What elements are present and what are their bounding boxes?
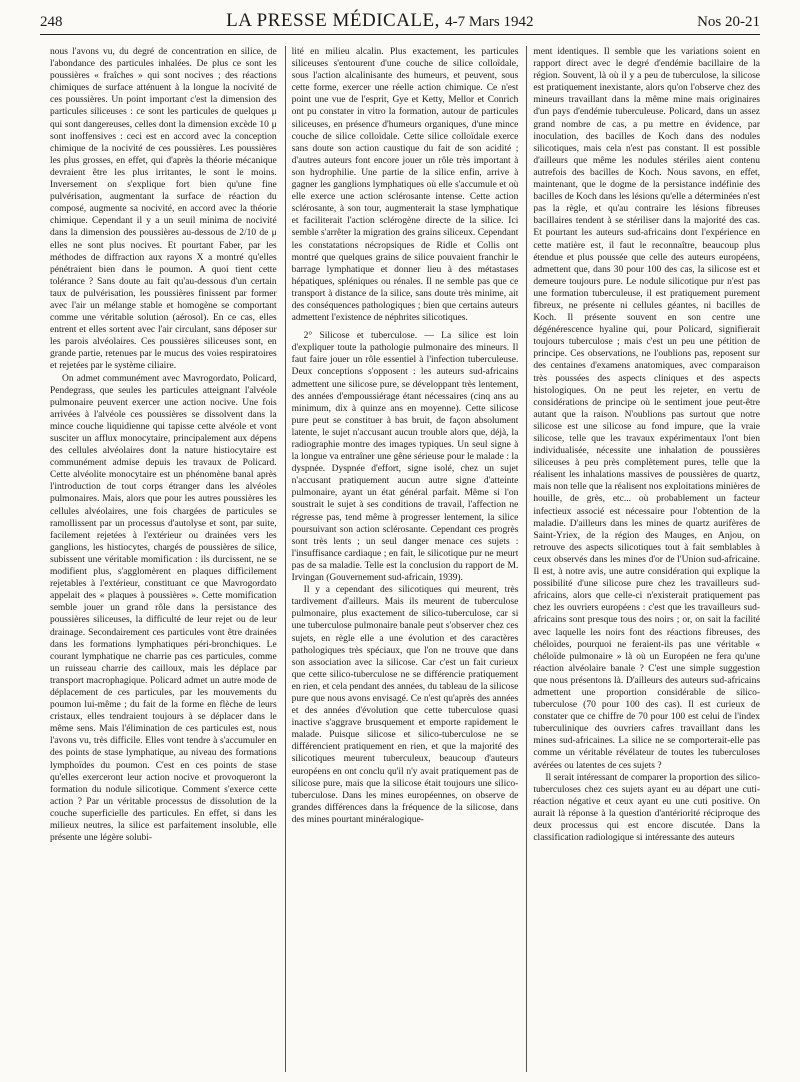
paragraph: ment identiques. Il semble que les variations soient en rapport direct avec le degré d'endémie bacillaire de la région. Souvent, là où il y a peu de tuberculose, la silicose est pratiquement inexistante, alors qu'on l'observe chez des mineurs travaillant dans la même mine mais originaires d'un pays d'endémie tuberculeuse. Policard, dans un assez grand nombre de cas, a pu mettre en évidence, par inoculation, des bacilles de Koch dans des nodules silicotiques, mais cela n'est pas constant. Il est possible d'ailleurs que même les nodules stériles aient contenu autrefois des bacilles de Koch. Nous savons, en effet, maintenant, que le dogme de la persistance indéfinie des bacilles de Koch dans les lésions qu'elle a déterminées n'est pas la règle, et qu'au contraire les lésions fibreuses bacillaires tendent à se stériliser dans la majorité des cas. Et pourtant les auteurs sud-africains dont l'expérience en cette matière est, il faut le reconnaître, beaucoup plus étendue et plus poussée que celle des auteurs européens, admettent que, dans 30 pour 100 des cas, la silicose est et demeure toujours pure. Le nodule silicotique pur n'est pas une formation tuberculeuse, il est pratiquement purement fibreux, ne présente ni cellules géantes, ni bacilles de Koch. Il présente souvent en son centre une dégénérescence hyaline qui, pour Policard, signifierait toujours tuberculose ; mais c'est un peu une pétition de principe. Ces observations, ne l'oublions pas, reposent sur des centaines d'examens anatomiques, avec comparaison très poussées des aspects cliniques et des aspects histologiques. On ne peut les rejeter, en vertu de considérations de principe où le sentiment joue peut-être autant que la raison. N'oublions pas surtout que notre silicose est une silicose au fond impure, que la vraie silicose, telle que les travaux expérimentaux l'ont bien individualisée, nécessite une inhalation de poussières siliceuses à peu près complètement pures, telle que la réalisent les inhalations massives de poussières de quartz, mais non telle que la réalisent nos exploitations minières de houille, de grès, etc... où probablement un facteur infectieux associé est nécessaire pour l'obtention de la maladie. D'ailleurs dans les mines de quartz aurifères de Saint-Yriex, de la région des Mauges, en Anjou, on retrouve des aspects silicotiques tout à fait semblables à ceux observés dans les mines d'or de l'Union sud-africaine. Il est, à notre avis, une autre considération qui explique la possibilité d'une silicose pure chez les travailleurs sud-africains, alors que celle-ci n'existerait pratiquement pas chez les ouvriers européens : c'est que les travailleurs sud-africains sont presque tous des noirs ; or, on sait la facilité avec laquelle les noirs font des réactions fibreuses, des chéloïdes, pourquoi ne feraient-ils pas une véritable « chéloïde pulmonaire » là où un Européen ne fera qu'une réaction alvéolaire banale ? C'est une simple suggestion que nous présentons là. D'ailleurs des auteurs sud-africains admettent une proportion considérable de silico-tuberculose (70 pour 100 des cas). Il est curieux de constater que ce chiffre de 70 pour 100 est celui de l'index tuberculinique des ouvriers cafres travaillant dans les mines sud-africaines. La silice ne se comporterait-elle pas comme un véritable révélateur de toutes les tuberculoses avérées ou latentes de ces sujets ? — [533, 47, 761, 771]
paragraph: On admet communément avec Mavrogordato, Policard, Pendegrass, que seules les particules atteignant l'alvéole pulmonaire peuvent exercer une action nocive. Une fois arrivées à l'alvéole ces poussières se dissolvent dans la mince couche liquidienne qui tapisse cette alvéole et vont susciter un afflux monocytaire, principalement aux dépens des cellules alvéolaires dont la nature histiocytaire est communément admise depuis les travaux de Policard. Cette alvéolite monocytaire est un phénomène banal après l'introduction de tout corps étranger dans les alvéoles pulmonaires. Mais, alors que pour les autres poussières les cellules alvéolaires, une fois chargées de particules se ramollissent par un processus d'autolyse et sont, par suite, facilement rejetées à l'extérieur ou drainées vers les ganglions, les histiocytes, chargés de poussières de silice, subissent une véritable momification : ils durcissent, ne se modifient plus, s'agglomèrent en plaques difficilement rejetables à l'extérieur, constituant ce que Mavrogordato appelait des « plaques à poussières ». Cette momification semble jouer un grand rôle dans la persistance des poussières siliceuses, la difficulté de leur rejet ou de leur drainage. Secondairement ces particules vont être drainées dans les formations lymphatiques péri-bronchiques. Le courant lymphatique ne charrie pas ces particules, comme un ruisseau charrie des cailloux, mais les déplace par transport macrophagique. Policard admet un autre mode de déplacement de ces particules, par les mouvements du poumon lui-même ; du fait de la forme en flèche de leurs cristaux, elles tendraient toujours à se déplacer dans le même sens. Mais l'élimination de ces particules est, nous l'avons vu, très difficile. Elles vont tendre à s'accumuler en des points de stase lymphatique, au niveau des formations lymphoïdes du poumon. C'est en ces points de stase qu'elles exerceront leur action nocive et provoqueront la formation du nodule silicotique. Comment s'exerce cette action ? Par un véritable processus de dissolution de la couche superficielle des particules. En effet, si dans les milieux neutres, la silice est parfaitement insoluble, elle présente une légère solubi- — [50, 373, 277, 844]
paragraph: nous l'avons vu, du degré de concentration en silice, de l'abondance des particules inhalées. De plus ce sont les poussières « fraîches » qui sont nocives ; des réactions chimiques de surface atténuent à la longue la nocivité de ces poussières. Un point important c'est la dimension des particules siliceuses : ce sont les particules de quelques μ qui sont dangereuses, celles dont la dimension excède 10 μ sont inoffensives : ceci est en accord avec la conception chimique de la nocivité de ces poussières. Les poussières les plus grosses, en effet, qui d'après la théorie mécanique devraient être les plus irritantes, le sont le moins. Inversement on s'explique fort bien qu'une fine pulvérisation, augmentant la surface de réaction du composé, augmente sa nocivité, en accord avec la théorie chimique. Cependant il y a un seuil minima de nocivité dans la dimension des poussières au-dessous de 2/10 de μ elles ne sont plus nocives. Et pourtant Faber, par les méthodes de diffraction aux rayons X a montré qu'elles pénétraient bien dans le poumon. A quoi tient cette tolérance ? Sans doute au fait qu'au-dessous d'un certain taux de pulvérisation, les poussières finissent par former avec l'air un mélange stable et homogène se comportant comme une véritable solution (aérosol). En ce cas, elles entrent et elles sortent avec l'air circulant, sans déposer sur les parois alvéolaires. Ces poussières siliceuses sont, en grande partie, retenues par le mucus des voies respiratoires et rejetées par le système ciliaire. — [50, 47, 277, 372]
journal-title — [226, 10, 533, 32]
paragraph: lité en milieu alcalin. Plus exactement, les particules siliceuses s'entourent d'une couche de silice colloïdale, sous l'action alcalinisante des humeurs, et peuvent, sous cette forme, exercer une réelle action chimique. Ce n'est point une vue de l'esprit, Gye et Ketty, Mellor et Conrich ont pu constater in vitro la formation, autour de particules siliceuses, en présence d'humeurs organiques, d'une mince couche de silice colloïdale. Cette silice colloïdale exerce sans doute son action caustique du fait de son acidité ; d'autres auteurs font encore jouer un rôle très important à son hydrophilie. Une partie de la silice enfin, arrive à gagner les ganglions lymphatiques où elle s'accumule et où elle exerce une action sclérosante intense. Cette action sclérosante, à son tour, augmenterait la stase lymphatique et faciliterait l'action sclérogène directe de la silice. Ici semble s'arrêter la migration des grains siliceux. Cependant les constatations nécropsiques de Ridle et Collis ont montré que quelques grains de silice pouvaient franchir le barrage lymphatique et donner lieu à des métastases hépatiques, spléniques ou rénales. Il ne semble pas que ce transport à distance de la silice, sans doute très minime, ait des conséquences pathologiques ; bien que certains auteurs admettent l'existence de néphrites silicotiques. — [291, 47, 519, 324]
paragraph: Il serait intéressant de comparer la proportion des silico-tuberculoses chez ces sujets ayant eu au départ une cuti-réaction négative et ceux ayant eu une cuti positive. On aurait là réponse à la question d'antériorité réciproque des deux processus qui est encore discutée. Dans la classification radiologique si intéressante des auteurs — [533, 772, 761, 844]
issue-date: 4-7 Mars 1942 — [445, 14, 534, 30]
journal-name: LA PRESSE MÉDICALE, — [226, 10, 440, 31]
text-columns — [50, 46, 760, 1072]
page-number: 248 — [40, 14, 63, 30]
issue-number: Nos 20-21 — [697, 14, 760, 30]
paragraph: Il y a cependant des silicotiques qui meurent, très tardivement d'ailleurs. Mais ils meurent de tuberculose pulmonaire, plus exactement de silico-tuberculose, car si une tuberculose pulmonaire banale peut s'observer chez ces sujets, en règle elle a une évolution et des caractères pathologiques très spéciaux, que l'on ne trouve que dans son association avec la silicose. Car c'est un fait curieux que cette silico-tuberculose ne se différencie pratiquement en rien, et cela pendant des années, du tableau de la silicose pure que nous avons envisagé. Ce n'est qu'après des années et des années d'évolution que cette tuberculose quasi inactive s'aggrave brusquement et emporte rapidement le malade. Puisque silicose et silico-tuberculose ne se différencient pratiquement en rien, et que la majorité des silicotiques meurent tuberculeux, beaucoup d'auteurs européens en ont conclu qu'il n'y avait pratiquement pas de silicose pure, mais que la silicose était toujours une silico-tuberculose. Dans les mines européennes, on observe de grandes différences dans la fréquence de la silicose, dans des mines pourtant minéralogique- — [291, 585, 519, 825]
column-3 — [526, 46, 760, 1072]
section-paragraph: 2° Silicose et tuberculose. — La silice est loin d'expliquer toute la pathologie pulmonaire des mineurs. Il faut faire jouer un rôle essentiel à l'infection tuberculeuse. Deux conceptions s'opposent : les auteurs sud-africains admettent une silicose pure, se développant très lentement, des années d'empoussiérage étant nécessaires (cinq ans au minimum, dix à quinze ans en moyenne). Cette silicose pure peut se constituer à bas bruit, de façon absolument latente, le sujet n'accusant aucun trouble alors que, déjà, la radiographie montre des images typiques. Un seul signe à la longue va entraîner une gêne sérieuse pour le malade : la dyspnée. Dyspnée d'effort, signe isolé, chez un sujet n'accusant pratiquement aucun autre signe d'atteinte pulmonaire, ayant un état général parfait. Même si l'on soustrait le sujet à ses conditions de travail, l'affection ne régresse pas, tend même à progresser lentement, la silice poursuivant son action sclérosante. Cependant ces progrès sont très lents ; un seul danger menace ces sujets : l'insuffisance cardiaque ; en fait, le silicotique pur ne meurt pas de sa maladie. Telle est la conclusion du rapport de M. Irvingan (Gouvernement sud-africain, 1939). — [291, 331, 519, 584]
column-1 — [50, 46, 277, 1072]
column-2 — [285, 46, 519, 1072]
page-header — [40, 10, 760, 35]
